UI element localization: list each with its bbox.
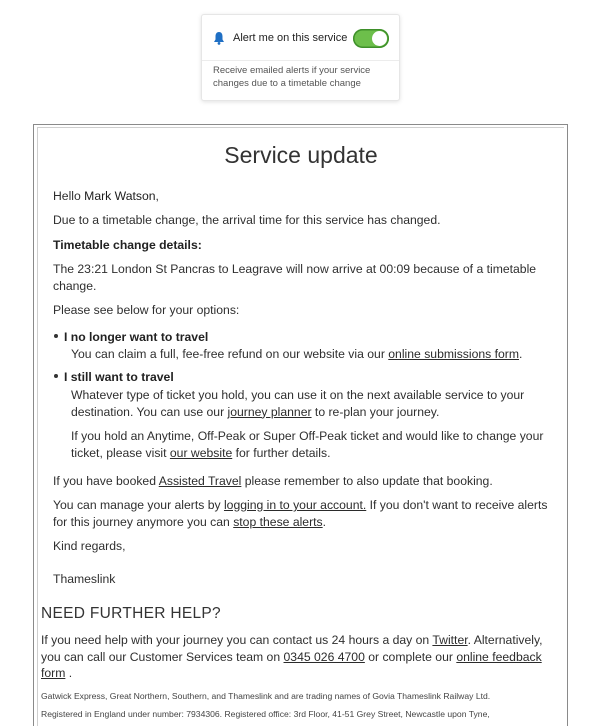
email-body [37, 127, 564, 726]
help-before: If you need help with your journey you can contact us 24 hours a day on [41, 633, 433, 647]
assisted-travel-text [53, 473, 553, 490]
option2-heading: I still want to travel [64, 370, 174, 384]
twitter-link[interactable]: Twitter [432, 633, 468, 647]
assisted-before: If you have booked [53, 474, 159, 488]
toggle-knob [372, 31, 387, 46]
help-text [41, 632, 549, 682]
online-feedback-form-link[interactable]: online feedback form [41, 649, 542, 680]
option2-text [71, 387, 551, 420]
details-heading: Timetable change details: [53, 238, 202, 252]
closing-text: Kind regards, [53, 539, 126, 553]
manage-alerts-text [53, 497, 553, 530]
alert-description: Receive emailed alerts if your service changes due to a timetable change [213, 65, 371, 89]
manage-after: . [322, 514, 327, 529]
help-middle2: or complete our [364, 649, 457, 664]
manage-middle: If you don't want to receive alerts for this journey anymore you can [53, 498, 548, 529]
signature: Thameslink [53, 572, 116, 586]
assisted-travel-link[interactable]: Assisted Travel [158, 474, 242, 488]
email-frame [33, 124, 568, 726]
login-link[interactable]: logging in to your account. [223, 498, 367, 512]
journey-planner-link[interactable]: journey planner [227, 404, 312, 419]
phone-link[interactable]: 0345 026 4700 [283, 649, 365, 664]
our-website-link[interactable]: our website [169, 445, 233, 460]
bullet-dot [54, 374, 58, 378]
help-after: . [65, 666, 73, 680]
option2-ticket-text [71, 428, 551, 461]
email-title: Service update [224, 142, 378, 168]
options-intro: Please see below for your options: [53, 303, 240, 317]
details-text: The 23:21 London St Pancras to Leagrave will now arrive at 00:09 because of a timetable change. [53, 262, 537, 293]
online-submissions-form-link[interactable]: online submissions form [388, 347, 520, 361]
bullet-dot [54, 334, 58, 338]
divider [202, 60, 399, 61]
option2-text-before: Whatever type of ticket you hold, you can use it on the next available service to your destination. You can use our [71, 388, 525, 419]
option2-para2-after: for further details. [232, 445, 331, 460]
intro-text: Due to a timetable change, the arrival time for this service has changed. [53, 213, 441, 227]
greeting-prefix: Hello [53, 189, 85, 203]
help-heading: NEED FURTHER HELP? [41, 605, 221, 622]
bell-icon [213, 31, 225, 45]
legal-registration: Registered in England under number: 7934306. Registered office: 3rd Floor, 41-51 Grey Street, Newcastle upon Tyne, [41, 709, 490, 719]
assisted-after: please remember to also update that booking. [241, 474, 493, 488]
option2-para2-before: If you hold an Anytime, Off-Peak or Super Off-Peak ticket and would like to change your ticket, please visit [71, 429, 544, 460]
option1-text-before: You can claim a full, fee-free refund on our website via our [71, 347, 389, 361]
legal-trading-names: Gatwick Express, Great Northern, Southern, and Thameslink and are trading names of Govia Thameslink Railway Ltd. [41, 691, 491, 701]
stop-alerts-link[interactable]: stop these alerts [233, 514, 323, 529]
help-middle1: . Alternatively, you can call our Customer Services team on [41, 633, 543, 664]
recipient-name: Mark Watson [84, 189, 156, 203]
option2-text-after: to re-plan your journey. [311, 404, 440, 419]
alert-toggle-row [213, 27, 389, 49]
option1-heading: I no longer want to travel [64, 330, 209, 344]
alert-card [201, 14, 400, 101]
greeting-suffix: , [155, 189, 159, 203]
greeting [53, 188, 553, 205]
alert-toggle[interactable] [353, 29, 389, 48]
alert-label: Alert me on this service [233, 32, 348, 44]
option1-text-after: . [519, 347, 523, 361]
option1-text [71, 346, 551, 363]
manage-before: You can manage your alerts by [53, 498, 224, 512]
